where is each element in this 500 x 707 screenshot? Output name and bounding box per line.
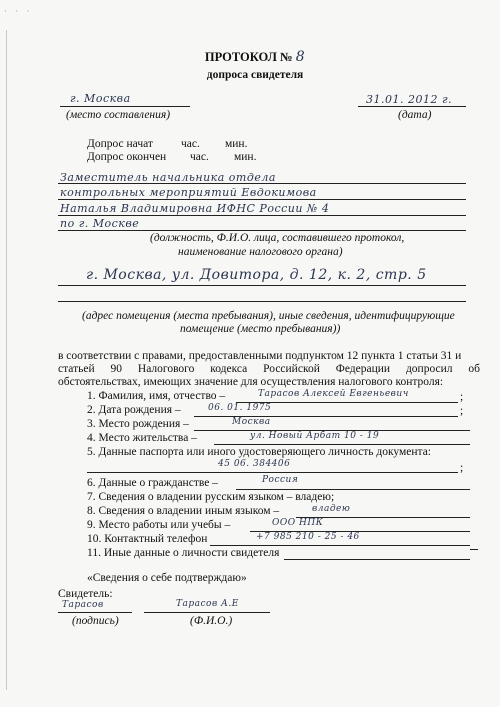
witness-label: Свидетель: [58, 588, 113, 600]
witness-signature: Тарасов [62, 600, 104, 610]
witness-sign-line [58, 612, 132, 613]
date-line [358, 106, 466, 107]
field-5-label: 5. Данные паспорта или иного удостоверяющего личность документа: [87, 446, 432, 458]
legal-text-line-2: статьей 90 Налогового кодекса Российской Федерации допросил об [58, 363, 480, 375]
protocol-number: 8 [295, 49, 306, 65]
field-5-semicolon: ; [460, 462, 464, 474]
field-1-semicolon: ; [460, 391, 464, 403]
witness-sign-caption: (подпись) [72, 615, 119, 627]
field-1-value: Тарасов Алексей Евгеньевич [258, 389, 409, 399]
date-caption: (дата) [398, 109, 432, 121]
confirm-text: «Сведения о себе подтверждаю» [87, 572, 247, 584]
legal-text-line-3: обстоятельствах, имеющих значение для осуществления налогового контроля: [58, 376, 444, 388]
field-4-value: ул. Новый Арбат 10 - 19 [250, 431, 380, 441]
protocol-subtitle: допроса свидетеля [206, 69, 304, 81]
official-line-1: Заместитель начальника отдела [60, 171, 276, 184]
legal-text-line-1: в соответствии с правами, предоставленными подпунктом 12 пункта 1 статьи 31 и [58, 350, 462, 362]
field-3-value: Москва [232, 417, 271, 427]
official-underline-1 [58, 183, 466, 184]
time-start-hours: час. [181, 138, 200, 150]
field-4-label: 4. Место жительства – [87, 432, 197, 444]
place-caption: (место составления) [66, 109, 171, 121]
field-6-value: Россия [262, 475, 299, 485]
binding-margin-line [6, 30, 7, 690]
official-underline-3 [58, 215, 466, 216]
location-caption-1: (адрес помещения (места пребывания), иные сведения, идентифицирующие [82, 310, 455, 322]
location-underline-1 [58, 285, 466, 286]
field-5-underline [87, 472, 458, 473]
time-end-minutes: мин. [234, 151, 257, 163]
field-4-underline [214, 444, 470, 445]
place-value: г. Москва [70, 92, 131, 105]
field-10-underline [210, 545, 470, 546]
field-6-label: 6. Данные о гражданстве – [87, 477, 218, 489]
field-3-label: 3. Место рождения – [87, 418, 189, 430]
field-10-label: 10. Контактный телефон [87, 533, 208, 545]
field-7-label: 7. Сведения о владении русским языком – владею; [87, 491, 335, 503]
field-9-value: ООО НПК [272, 518, 324, 528]
field-11-dash [470, 549, 478, 550]
field-8-value: владею [312, 504, 351, 514]
time-end-label: Допрос окончен [87, 151, 167, 163]
official-line-2: контрольных мероприятий Евдокимова [60, 186, 317, 199]
field-5-value: 45 06. 384406 [218, 459, 291, 469]
official-underline-4 [58, 230, 466, 231]
official-line-4: по г. Москве [60, 217, 140, 230]
protocol-title-text: ПРОТОКОЛ № [204, 50, 293, 64]
time-start-label: Допрос начат [87, 138, 153, 150]
punch-marks: · · · [4, 6, 33, 16]
location-underline-2 [58, 301, 466, 302]
protocol-title [200, 51, 310, 64]
field-2-label: 2. Дата рождения – [87, 404, 181, 416]
time-start-minutes: мин. [225, 138, 248, 150]
field-6-underline [236, 489, 470, 490]
field-1-label: 1. Фамилия, имя, отчество – [87, 390, 226, 402]
field-11-underline [284, 559, 470, 560]
time-end-hours: час. [190, 151, 209, 163]
field-10-value: +7 985 210 - 25 - 46 [256, 532, 360, 542]
witness-name: Тарасов А.Е [176, 599, 239, 609]
official-underline-2 [58, 199, 466, 200]
field-2-semicolon: ; [460, 405, 464, 417]
field-11-label: 11. Иные данные о личности свидетеля [87, 547, 280, 559]
official-caption-2: наименование налогового органа) [178, 246, 343, 258]
field-2-value: 06. 01. 1975 [208, 403, 272, 413]
location-value: г. Москва, ул. Довитора, д. 12, к. 2, стр. 5 [86, 267, 427, 283]
witness-name-caption: (Ф.И.О.) [190, 615, 233, 627]
place-line [60, 106, 190, 107]
official-caption-1: (должность, Ф.И.О. лица, составившего протокол, [150, 232, 405, 244]
witness-name-line [144, 612, 270, 613]
field-9-label: 9. Место работы или учебы – [87, 519, 231, 531]
field-8-label: 8. Сведения о владении иным языком – [87, 505, 280, 517]
official-line-3: Наталья Владимировна ИФНС России № 4 [60, 202, 330, 215]
location-caption-2: помещение (место пребывания)) [180, 323, 341, 335]
date-value: 31.01. 2012 г. [366, 93, 453, 106]
